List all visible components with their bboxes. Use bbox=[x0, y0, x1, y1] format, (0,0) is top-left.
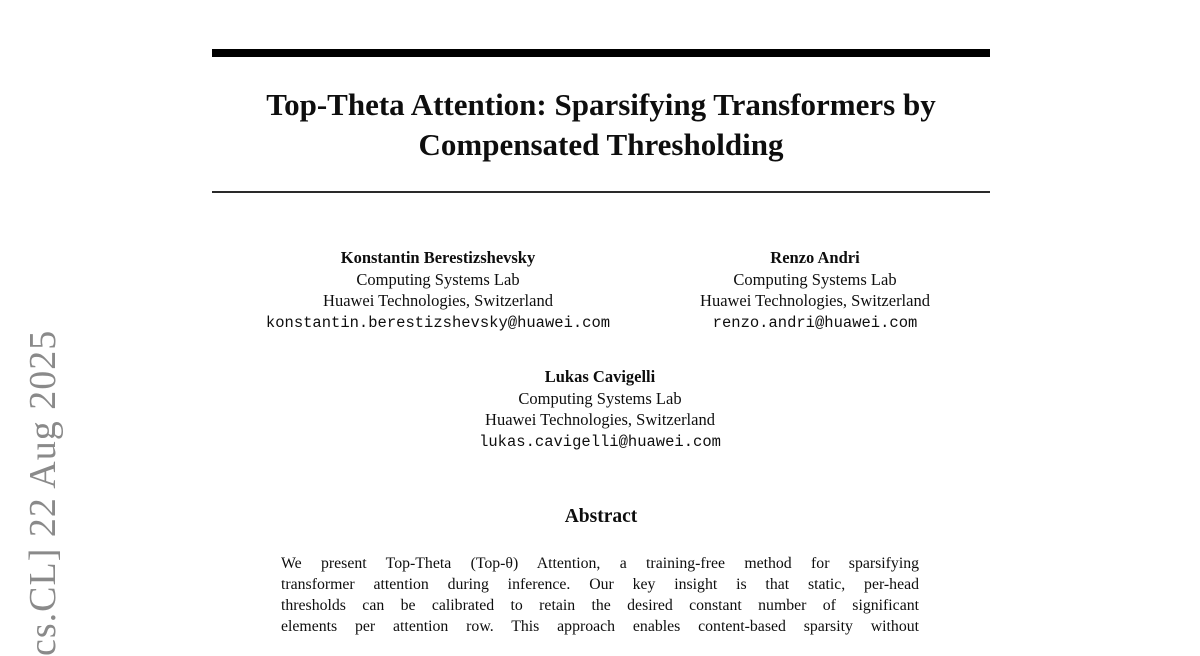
page-title bbox=[212, 85, 990, 165]
title-rule-bottom bbox=[212, 191, 990, 193]
author-email: konstantin.berestizshevsky@huawei.com bbox=[265, 313, 611, 332]
page-title-line1: Top-Theta Attention: Sparsifying Transformers by bbox=[266, 87, 936, 122]
author-affiliation-lab: Computing Systems Lab bbox=[518, 388, 682, 408]
title-rule-top bbox=[212, 49, 990, 57]
author-card-cavigelli bbox=[400, 366, 800, 453]
arxiv-watermark: cs.CL] 22 Aug 2025 bbox=[22, 329, 64, 656]
abstract-body bbox=[281, 553, 919, 637]
abstract-line: transformer attention during inference. Our key insight is that static, per-head bbox=[281, 576, 919, 593]
page-title-line2: Compensated Thresholding bbox=[418, 127, 784, 162]
abstract-heading: Abstract bbox=[564, 506, 638, 527]
author-name: Lukas Cavigelli bbox=[544, 367, 656, 386]
author-affiliation-org: Huawei Technologies, Switzerland bbox=[700, 291, 930, 310]
abstract-line: thresholds can be calibrated to retain the desired constant number of significant bbox=[281, 597, 919, 614]
author-affiliation-lab: Computing Systems Lab bbox=[356, 269, 520, 289]
author-affiliation-org: Huawei Technologies, Switzerland bbox=[485, 410, 715, 429]
author-card-andri bbox=[615, 247, 1015, 334]
author-affiliation-org: Huawei Technologies, Switzerland bbox=[323, 291, 553, 310]
author-name: Renzo Andri bbox=[770, 248, 860, 267]
author-card-berestizshevsky bbox=[238, 247, 638, 334]
abstract-line: elements per attention row. This approach enables content-based sparsity without bbox=[281, 618, 919, 635]
author-name: Konstantin Berestizshevsky bbox=[340, 248, 536, 267]
author-affiliation-lab: Computing Systems Lab bbox=[733, 269, 897, 289]
abstract-line: We present Top-Theta (Top-θ) Attention, a training-free method for sparsifying bbox=[281, 555, 919, 572]
author-email: renzo.andri@huawei.com bbox=[712, 313, 918, 332]
author-email: lukas.cavigelli@huawei.com bbox=[479, 432, 721, 451]
